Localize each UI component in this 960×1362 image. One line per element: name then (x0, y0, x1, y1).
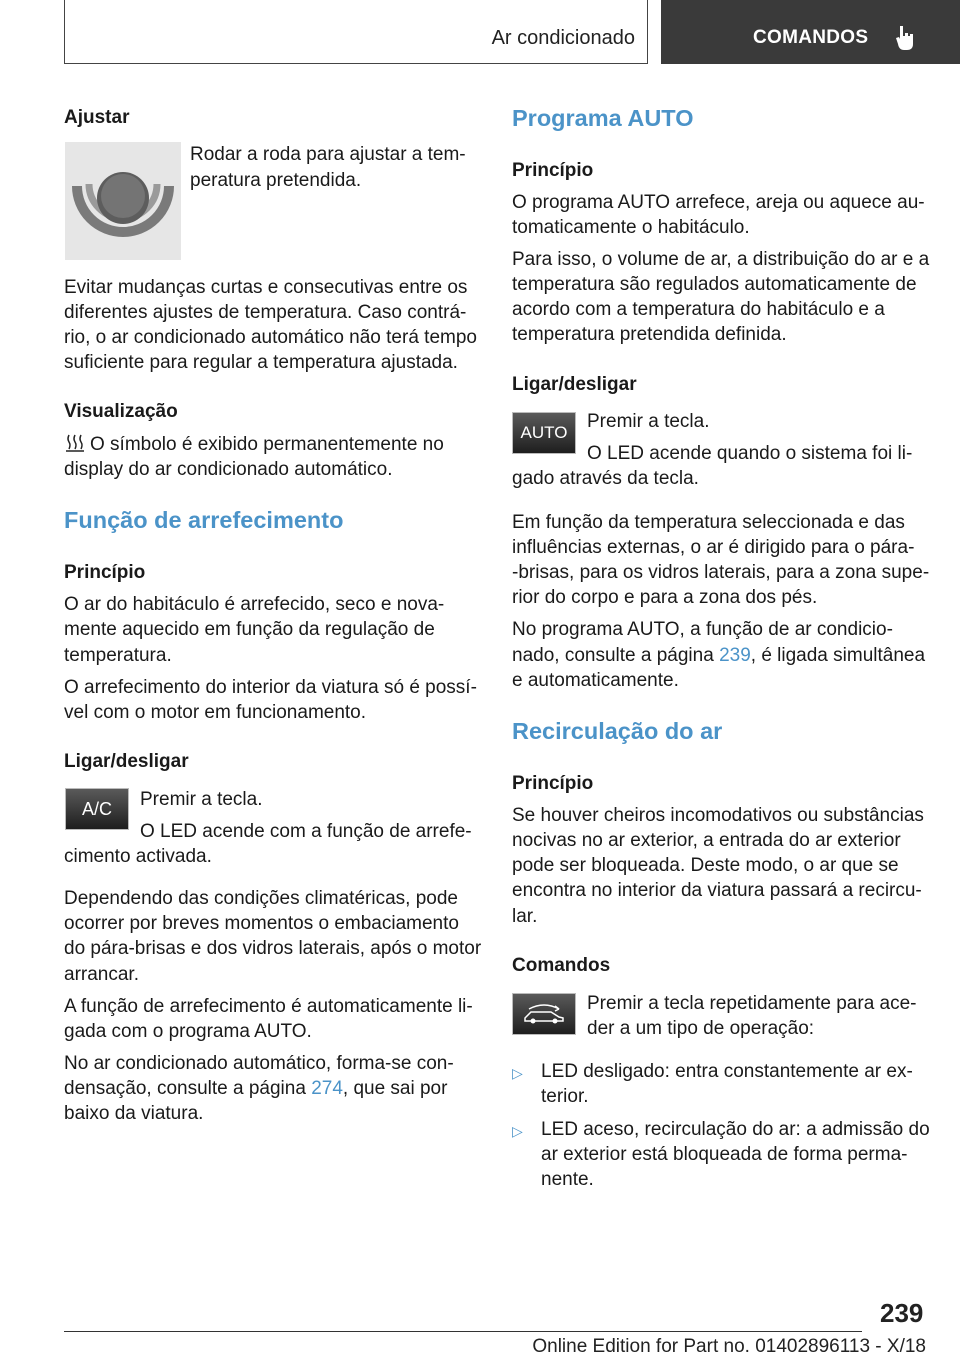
ligar-right-line-1: Premir a tecla. (587, 411, 710, 432)
condensacao-text-b: , que sai por (342, 1078, 448, 1099)
funcao-auto-line-1: A função de arrefecimento é automaticamente li- (64, 996, 473, 1017)
funcao-auto-line-2: gada com o programa AUTO. (64, 1021, 312, 1042)
condensacao-line-3: baixo da viatura. (64, 1103, 204, 1124)
bullet-1-line-1: LED desligado: entra constantemente ar ex- (541, 1061, 913, 1082)
comandos-line-1: Premir a tecla repetidamente para ace- (587, 993, 917, 1014)
ligar-left-line-2: O LED acende com a função de arrefe- (140, 821, 472, 842)
principio-line-2: mente aquecido em função da regulação de (64, 619, 435, 640)
ajustar-heading: Ajustar (64, 107, 130, 128)
header-section-box (64, 0, 648, 64)
principio-line-1: O ar do habitáculo é arrefecido, seco e nova- (64, 594, 445, 615)
programa-p2-line-3: acordo com a temperatura do habitáculo e a (512, 299, 885, 320)
ligar-left-line-3: cimento activada. (64, 846, 212, 867)
funcao-arrefecimento-heading: Função de arrefecimento (64, 507, 344, 533)
noprograma-line-3: e automaticamente. (512, 670, 679, 691)
page-274-link[interactable]: 274 (311, 1078, 343, 1099)
ligar-heading-left: Ligar/desligar (64, 751, 189, 772)
programa-p2-line-1: Para isso, o volume de ar, a distribuição do ar e a (512, 249, 930, 270)
bullet-2-line-1: LED aceso, recirculação do ar: a admissão do (541, 1119, 930, 1140)
principio-heading-left: Princípio (64, 562, 146, 583)
emfuncao-line-3: -brisas, para os vidros laterais, para a zona supe- (512, 562, 930, 583)
ligar-right-line-3: gado através da tecla. (512, 468, 699, 489)
temperature-wheel-image (65, 142, 181, 260)
dependendo-line-3: do pára-brisas e dos vidros laterais, após o motor (64, 938, 482, 959)
ac-button-image: A/C (65, 788, 129, 830)
emfuncao-line-4: rior do corpo e para a zona dos pés. (512, 587, 818, 608)
programa-p1-line-2: tomaticamente o habitáculo. (512, 217, 750, 238)
visualizacao-line-1: O símbolo é exibido permanentemente no (90, 434, 444, 455)
principio-line-4: O arrefecimento do interior da viatura só é possí- (64, 677, 477, 698)
dependendo-line-2: ocorrer por breves momentos o embaciamento (64, 913, 459, 934)
emfuncao-line-1: Em função da temperatura seleccionada e das (512, 512, 905, 533)
page-number: 239 (880, 1298, 924, 1328)
bullet-triangle-icon: ▷ (512, 1065, 523, 1081)
header-chapter-tab (661, 0, 960, 64)
footer-edition: Online Edition for Part no. 01402896113 - X/18 (532, 1336, 926, 1357)
page-239-link[interactable]: 239 (719, 645, 751, 666)
header-chapter-title: COMANDOS (753, 27, 869, 48)
condensacao-text-a: densação, consulte a página (64, 1078, 312, 1099)
noprograma-text-b: , é ligada simultânea (750, 645, 926, 666)
sehouver-line-4: encontra no interior da viatura passará a recircu- (512, 880, 922, 901)
bullet-1-line-2: terior. (541, 1086, 589, 1107)
heat-symbol-icon (66, 433, 84, 453)
noprograma-line-2 (512, 643, 925, 669)
footer-divider (64, 1331, 862, 1332)
ligar-right-line-2: O LED acende quando o sistema foi li- (587, 443, 913, 464)
evitar-line-2: diferentes ajustes de temperatura. Caso contrá- (64, 302, 467, 323)
programa-auto-heading: Programa AUTO (512, 105, 694, 131)
dependendo-line-1: Dependendo das condições climatéricas, pode (64, 888, 458, 909)
sehouver-line-1: Se houver cheiros incomodativos ou substâncias (512, 805, 924, 826)
recirculation-button-image (512, 993, 576, 1035)
programa-p2-line-4: temperatura pretendida definida. (512, 324, 787, 345)
visualizacao-heading: Visualização (64, 401, 178, 422)
ajustar-text-1: Rodar a roda para ajustar a tem- (190, 144, 466, 165)
ligar-heading-right: Ligar/desligar (512, 374, 637, 395)
principio-heading-right: Princípio (512, 160, 594, 181)
ligar-left-line-1: Premir a tecla. (140, 789, 263, 810)
bullet-2-line-3: nente. (541, 1169, 594, 1190)
evitar-line-1: Evitar mudanças curtas e consecutivas entre os (64, 277, 468, 298)
sehouver-line-3: pode ser bloqueada. Deste modo, o ar que se (512, 855, 899, 876)
auto-button-image: AUTO (512, 412, 576, 454)
condensacao-line-2 (64, 1076, 447, 1102)
dependendo-line-4: arrancar. (64, 964, 139, 985)
sehouver-line-2: nocivas no ar exterior, a entrada do ar exterior (512, 830, 901, 851)
sehouver-line-5: lar. (512, 906, 538, 927)
programa-p2-line-2: temperatura são regulados automaticamente de (512, 274, 917, 295)
car-recirculation-icon (521, 1002, 567, 1026)
pointing-hand-icon (895, 24, 917, 52)
temperature-wheel-icon (65, 142, 181, 260)
ajustar-text-2: peratura pretendida. (190, 170, 362, 191)
principio-line-3: temperatura. (64, 645, 172, 666)
bullet-triangle-icon: ▷ (512, 1123, 523, 1139)
noprograma-text-a: nado, consulte a página (512, 645, 720, 666)
bullet-2-line-2: ar exterior está bloqueada de forma perma- (541, 1144, 908, 1165)
evitar-line-3: rio, o ar condicionado automático não terá tempo (64, 327, 477, 348)
condensacao-line-1: No ar condicionado automático, forma-se con- (64, 1053, 454, 1074)
principio-heading-recirc: Princípio (512, 773, 594, 794)
principio-line-5: vel com o motor em funcionamento. (64, 702, 367, 723)
recirculacao-heading: Recirculação do ar (512, 718, 723, 744)
emfuncao-line-2: influências externas, o ar é dirigido para o pára- (512, 537, 915, 558)
header-section-title: Ar condicionado (491, 27, 635, 49)
programa-p1-line-1: O programa AUTO arrefece, areja ou aquece au- (512, 192, 925, 213)
noprograma-line-1: No programa AUTO, a função de ar condicio- (512, 619, 893, 640)
comandos-line-2: der a um tipo de operação: (587, 1018, 815, 1039)
visualizacao-line-2: display do ar condicionado automático. (64, 459, 393, 480)
evitar-line-4: suficiente para regular a temperatura ajustada. (64, 352, 458, 373)
comandos-heading: Comandos (512, 955, 611, 976)
